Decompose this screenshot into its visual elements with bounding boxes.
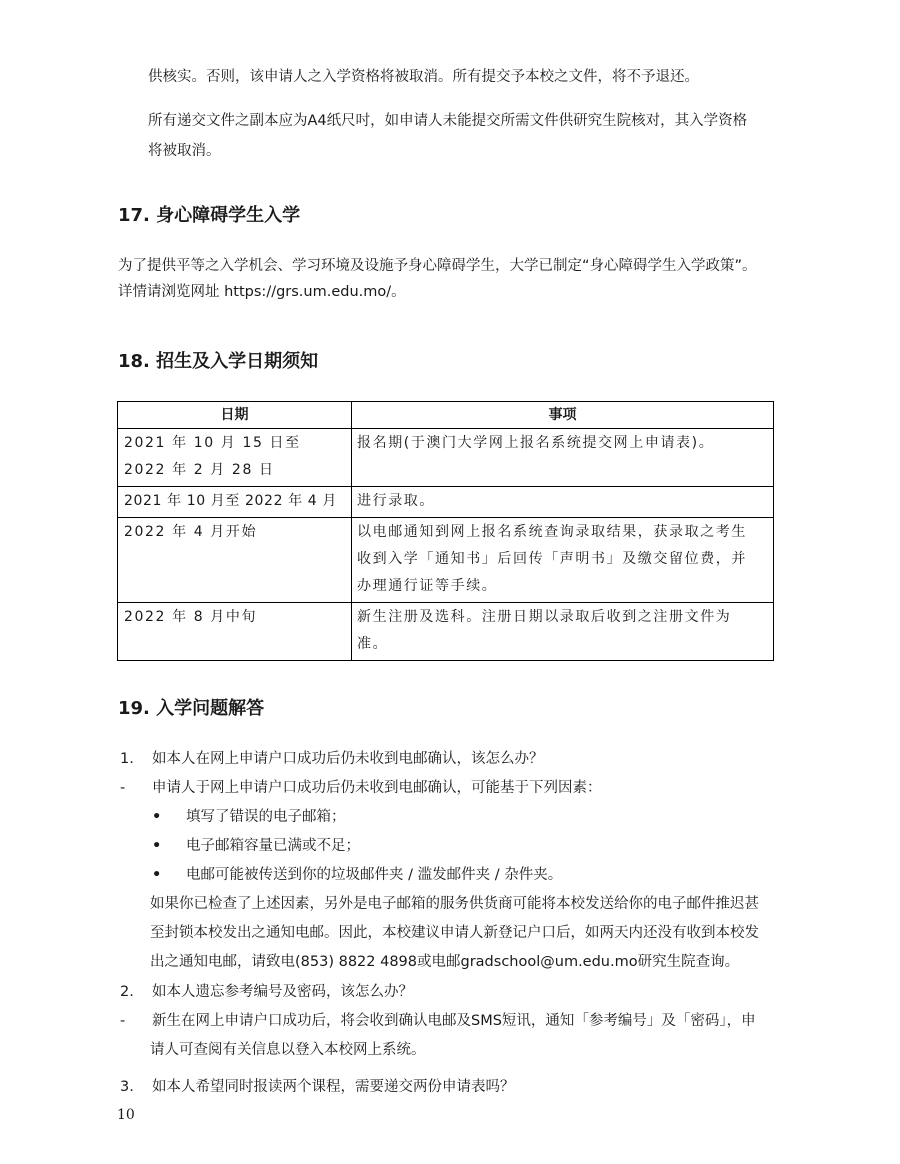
item-line: 新生注册及选科。注册日期以录取后收到之注册文件为 [357,609,732,625]
section-18-title: 18. 招生及入学日期须知 [118,351,319,372]
bullet-icon: • [152,867,162,883]
item-cell [352,429,774,487]
answer-continuation [118,890,798,977]
question-text: 如本人在网上申请户口成功后仍未收到电邮确认，该怎么办？ [152,751,544,767]
question-row [118,1073,798,1102]
bullet-text: 电子邮箱容量已满或不足； [186,838,360,854]
item-cell [352,603,774,661]
date-line: 2022 年 2 月 28 日 [124,462,275,478]
date-line: 2021 年 10 月 15 日至 [124,435,301,451]
item-cell [352,518,774,603]
answer-line: 如果你已检查了上述因素，另外是电子邮箱的服务供货商可能将本校发送给你的电子邮件推迟甚 [150,896,759,912]
bullet-item [118,803,798,832]
answer-text: 新生在网上申请户口成功后，将会收到确认电邮及SMS短讯，通知「参考编号」及「密码」，申 [152,1013,756,1029]
item-cell [352,487,774,518]
faq-item-3 [118,1073,798,1102]
intro-paragraph-1 [148,62,788,92]
table-row [118,487,774,518]
faq-item-2 [118,978,798,1065]
date-line: 2022 年 4 月开始 [124,524,258,540]
answer-line: 至封锁本校发出之通知电邮。因此，本校建议申请人新登记户口后，如两天内还没有收到本校发 [150,925,759,941]
answer-row [118,774,798,803]
answer-continuation [118,1036,798,1065]
section-17-title: 17. 身心障碍学生入学 [118,205,301,226]
table-header-row [118,402,774,429]
intro-paragraph-2 [148,106,788,166]
bullet-icon: • [152,838,162,854]
answer-dash: - [120,780,126,796]
question-number: 1. [120,751,134,767]
date-cell [118,429,352,487]
faq-item-1 [118,745,798,977]
item-line: 收到入学「通知书」后回传「声明书」及缴交留位费，并 [357,551,747,567]
page-number: 10 [117,1107,135,1123]
table-row [118,518,774,603]
answer-text: 申请人于网上申请户口成功后仍未收到电邮确认，可能基于下列因素： [152,780,602,796]
bullet-text: 电邮可能被传送到你的垃圾邮件夹 / 滥发邮件夹 / 杂件夹。 [186,867,563,883]
header-date: 日期 [118,402,352,429]
answer-row [118,1007,798,1036]
question-number: 2. [120,984,134,1000]
bullet-icon: • [152,809,162,825]
bullet-item [118,861,798,890]
date-cell [118,487,352,518]
section-17-line: 为了提供平等之入学机会、学习环境及设施予身心障碍学生，大学已制定“身心障碍学生入学政策”。 [118,258,757,274]
item-line: 进行录取。 [357,493,435,509]
bullet-text: 填写了错误的电子邮箱； [186,809,346,825]
item-line: 办理通行证等手续。 [357,578,498,594]
question-text: 如本人遗忘参考编号及密码，该怎么办？ [152,984,413,1000]
bullet-item [118,832,798,861]
item-line: 以电邮通知到网上报名系统查询录取结果，获录取之考生 [357,524,747,540]
question-number: 3. [120,1079,134,1095]
item-line: 报名期(于澳门大学网上报名系统提交网上申请表)。 [357,435,715,451]
date-cell [118,603,352,661]
answer-dash: - [120,1013,126,1029]
question-text: 如本人希望同时报读两个课程，需要递交两份申请表吗？ [152,1079,515,1095]
section-19-title: 19. 入学问题解答 [118,698,265,719]
date-line: 2021 年 10 月至 2022 年 4 月 [124,493,337,509]
table-row [118,429,774,487]
table-row [118,603,774,661]
intro-line: 所有递交文件之副本应为A4纸尺吋，如申请人未能提交所需文件供研究生院核对，其入学资格 [148,113,748,129]
section-17-body [118,253,798,305]
header-item: 事项 [352,402,774,429]
date-cell [118,518,352,603]
item-line: 准。 [357,636,389,652]
answer-line: 出之通知电邮，请致电(853) 8822 4898或电邮gradschool@um.edu.mo研究生院查询。 [150,954,740,970]
answer-line: 请人可查阅有关信息以登入本校网上系统。 [150,1042,426,1058]
intro-line: 将被取消。 [148,143,221,159]
intro-line: 供核实。否则，该申请人之入学资格将被取消。所有提交予本校之文件，将不予退还。 [148,69,699,85]
admission-dates-table [117,401,774,661]
question-row [118,978,798,1007]
section-17-line: 详情请浏览网址 https://grs.um.edu.mo/。 [118,284,406,300]
question-row [118,745,798,774]
date-line: 2022 年 8 月中旬 [124,609,258,625]
